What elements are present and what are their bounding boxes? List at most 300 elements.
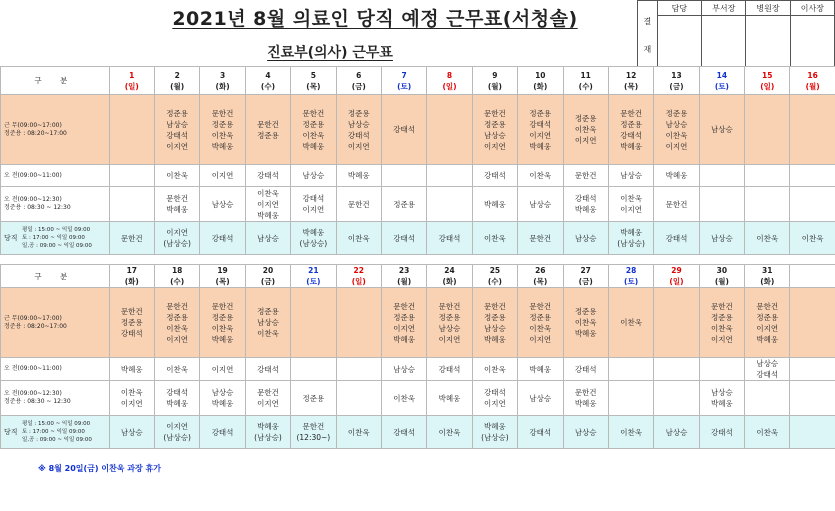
schedule-cell[interactable] [154,95,199,165]
day-header [608,265,653,288]
staff-name: 이찬욱 [211,323,234,333]
schedule-cell[interactable] [745,288,790,358]
page-subtitle: 진료부(의사) 근무표 [267,45,393,61]
staff-name: 이찬욱 [166,171,189,180]
staff-name: 강태석 [211,427,234,437]
schedule-cell[interactable] [381,187,426,222]
schedule-cell[interactable] [109,187,154,222]
day-header [154,67,199,95]
day-number: 26 [535,266,546,275]
schedule-cell[interactable] [745,358,790,381]
staff-name: 박혜웅 [665,171,688,180]
staff-name: 남상승 [211,199,234,209]
schedule-cell[interactable] [154,187,199,222]
staff-name: 이지연 [211,364,234,374]
schedule-cell[interactable] [654,288,699,358]
day-number: 7 [401,70,407,80]
staff-name: 이찬욱 [166,323,189,333]
schedule-cell[interactable] [336,416,381,449]
staff-name: 강태석 [120,329,143,338]
day-header [654,265,699,288]
schedule-cell[interactable] [245,381,290,416]
schedule-cell[interactable] [518,95,563,165]
schedule-cell[interactable] [336,187,381,222]
staff-name: 이찬욱 [347,233,370,243]
staff-name: 문한건 [166,194,189,203]
day-header [291,67,336,95]
staff-name: 강태석 [393,233,415,243]
schedule-cell[interactable] [472,416,517,449]
schedule-cell[interactable] [563,187,608,222]
schedule-cell[interactable] [427,381,472,416]
schedule-cell[interactable] [699,165,744,187]
schedule-cell[interactable] [608,187,653,222]
staff-name: 이지연 [120,399,143,408]
staff-name: 남상승 [257,233,279,243]
schedule-cell[interactable] [563,288,608,358]
staff-name: 문한건 [620,108,642,118]
schedule-cell[interactable] [109,288,154,358]
am-row [1,165,835,187]
schedule-cell[interactable] [472,288,517,358]
row-label [1,165,110,187]
staff-name: 이지연 [166,141,189,151]
day-weekday: (화) [215,81,230,91]
schedule-cell[interactable] [427,95,472,165]
staff-name: 강태석 [484,388,506,397]
day-weekday: (금) [578,277,593,286]
staff-name: 강태석 [438,233,461,243]
schedule-cell[interactable] [427,358,472,381]
staff-name: 박혜웅 [756,334,779,344]
day-header [790,67,835,95]
staff-name: 정준용 [665,108,688,118]
day-header [608,67,653,95]
day-weekday: (일) [442,81,457,91]
pm-row [1,381,835,416]
approval-sign-cell[interactable] [746,16,790,71]
day-header [427,265,472,288]
schedule-cell[interactable] [745,95,790,165]
schedule-cell[interactable] [336,288,381,358]
row-label [1,95,110,165]
staff-name: 남상승 [710,388,733,397]
staff-name: 정준용 [756,312,779,322]
day-number: 3 [219,70,226,80]
schedule-cell[interactable] [654,95,699,165]
staff-name: (12:30~) [296,433,331,442]
row-label-line: 토 : 17:00 ~ 익일 09:00 [22,235,85,241]
staff-name: 정준용 [120,318,143,327]
schedule-cell[interactable] [745,165,790,187]
schedule-cell[interactable] [518,187,563,222]
schedule-cell[interactable] [336,165,381,187]
schedule-cell[interactable] [154,416,199,449]
staff-name: 이찬욱 [393,393,415,403]
day-weekday: (화) [442,277,457,286]
schedule-cell[interactable] [699,416,744,449]
schedule-cell[interactable] [336,95,381,165]
schedule-cell[interactable] [745,416,790,449]
schedule-cell[interactable] [745,187,790,222]
schedule-cell[interactable] [699,222,744,255]
schedule-cell[interactable] [109,416,154,449]
schedule-cell[interactable] [381,222,426,255]
staff-name: 문한건 [438,301,461,311]
staff-name: 문한건 [574,388,597,397]
schedule-cell[interactable] [472,187,517,222]
staff-name: 박혜웅 [393,334,415,344]
row-label-line: 오 전(09:00~11:00) [4,365,62,372]
schedule-cell[interactable] [699,95,744,165]
staff-name: 정준용 [484,312,506,322]
staff-name: 정준용 [347,108,370,118]
day-weekday: (화) [760,277,775,286]
staff-name: 문한건 [347,199,370,209]
schedule-cell[interactable] [109,222,154,255]
schedule-cell[interactable] [608,358,653,381]
approval-sign-cell[interactable] [657,16,701,71]
staff-name: (남상승) [163,433,191,442]
staff-name: 문한건 [710,301,733,311]
schedule-cell[interactable] [608,381,653,416]
schedule-cell[interactable] [154,165,199,187]
staff-name: 문한건 [484,108,506,118]
schedule-cell[interactable] [699,358,744,381]
staff-name: 강태석 [166,388,189,397]
day-number: 1 [129,70,135,80]
day-weekday: (월) [805,81,820,91]
staff-name: 남상승 [529,393,552,403]
day-header [472,67,517,95]
schedule-cell[interactable] [654,165,699,187]
schedule-cell[interactable] [608,165,653,187]
day-number: 15 [762,70,773,80]
staff-name: 강태석 [665,233,688,243]
staff-name: 정준용 [166,108,189,118]
approval-sign-cell[interactable] [702,16,746,71]
staff-name: 이지연 [529,130,552,140]
staff-name: 정준용 [438,312,461,322]
schedule-cell[interactable] [200,381,245,416]
day-weekday: (일) [669,277,684,286]
schedule-cell[interactable] [245,95,290,165]
row-label [1,381,110,416]
staff-name: 이지연 [529,334,552,344]
schedule-cell[interactable] [381,358,426,381]
schedule-cell[interactable] [472,165,517,187]
schedule-cell[interactable] [381,288,426,358]
staff-name: 이찬욱 [620,194,642,203]
schedule-cell[interactable] [608,288,653,358]
staff-name: 박혜웅 [257,422,279,431]
staff-name: 문한건 [302,422,325,431]
schedule-cell[interactable] [200,222,245,255]
day-header [699,67,744,95]
day-header [699,265,744,288]
row-label-line: 정준용 : 08:20~17:00 [4,129,67,137]
schedule-cell[interactable] [563,95,608,165]
staff-name: 이찬욱 [665,130,688,140]
staff-name: 남상승 [665,119,688,129]
schedule-cell[interactable] [245,358,290,381]
schedule-cell[interactable] [200,95,245,165]
staff-name: 강태석 [257,364,279,374]
row-label-line: 정준용 : 08:30 ~ 12:30 [4,398,71,405]
schedule-cell[interactable] [291,95,336,165]
schedule-cell[interactable] [291,416,336,449]
staff-name: 남상승 [620,171,642,180]
schedule-cell[interactable] [291,222,336,255]
staff-name: 남상승 [211,388,234,397]
staff-name: 박혜웅 [302,228,325,237]
schedule-cell[interactable] [518,381,563,416]
staff-name: 박혜웅 [484,199,506,209]
schedule-cell[interactable] [427,187,472,222]
schedule-cell[interactable] [154,288,199,358]
schedule-cell[interactable] [381,416,426,449]
schedule-cell[interactable] [427,165,472,187]
schedule-cell[interactable] [654,222,699,255]
day-header [154,265,199,288]
schedule-cell[interactable] [381,381,426,416]
duty-row [1,222,835,255]
staff-name: 이지연 [756,323,779,333]
staff-name: 정준용 [529,108,552,118]
schedule-cell[interactable] [654,358,699,381]
schedule-cell[interactable] [336,381,381,416]
staff-name: 강태석 [166,130,189,140]
schedule-cell[interactable] [109,381,154,416]
day-weekday: (금) [669,81,684,91]
staff-name: 문한건 [529,301,552,311]
day-header [291,265,336,288]
day-weekday: (토) [714,81,729,91]
schedule-cell[interactable] [245,288,290,358]
schedule-cell[interactable] [790,95,835,165]
staff-name: 강태석 [211,233,234,243]
schedule-cell[interactable] [745,381,790,416]
day-header [200,265,245,288]
schedule-cell[interactable] [200,187,245,222]
staff-name: 이지연 [574,136,597,145]
day-weekday: (목) [533,277,548,286]
staff-name: 정준용 [574,307,597,316]
schedule-cell[interactable] [109,358,154,381]
row-label-line: 정준용 : 08:20~17:00 [4,322,67,330]
day-weekday: (수) [578,81,593,91]
staff-name: 이찬욱 [574,125,597,134]
gubun-label: 구 분 [1,265,110,288]
schedule-cell[interactable] [472,358,517,381]
schedule-cell[interactable] [518,165,563,187]
schedule-cell[interactable] [563,381,608,416]
schedule-cell[interactable] [518,288,563,358]
schedule-cell[interactable] [291,165,336,187]
staff-name: 이지연 [257,399,279,408]
day-header [518,67,563,95]
approval-header: 부서장 [702,1,746,16]
staff-name: 박혜웅 [166,205,189,214]
staff-name: 남상승 [393,364,415,374]
schedule-cell[interactable] [291,187,336,222]
schedule-cell[interactable] [245,222,290,255]
day-number: 28 [625,266,637,275]
staff-name: 남상승 [574,233,597,243]
schedule-cell[interactable] [472,222,517,255]
staff-name: 박혜웅 [620,228,642,237]
day-weekday: (목) [306,81,321,91]
staff-name: 남상승 [665,427,688,437]
day-header [472,265,517,288]
schedule-cell[interactable] [608,222,653,255]
day-header [336,67,381,95]
duty-label: 당직 [4,428,18,436]
schedule-cell[interactable] [336,222,381,255]
staff-name: 이찬욱 [529,171,552,180]
staff-name: 남상승 [484,323,506,333]
schedule-table-week2 [0,264,835,449]
staff-name: 이찬욱 [484,364,506,374]
schedule-cell[interactable] [699,288,744,358]
schedule-cell[interactable] [291,381,336,416]
schedule-cell[interactable] [291,288,336,358]
approval-header: 병원장 [746,1,790,16]
schedule-cell[interactable] [245,187,290,222]
schedule-cell[interactable] [472,381,517,416]
schedule-cell[interactable] [654,381,699,416]
schedule-cell[interactable] [154,222,199,255]
approval-label-2: 재 [643,44,652,54]
staff-name: 강태석 [574,364,597,374]
staff-name: 이찬욱 [257,188,279,198]
day-number: 2 [174,70,180,80]
schedule-cell[interactable] [790,165,835,187]
day-header [654,67,699,95]
staff-name: 강태석 [347,130,370,140]
schedule-cell[interactable] [699,381,744,416]
day-header [563,67,608,95]
schedule-cell[interactable] [200,416,245,449]
schedule-cell[interactable] [608,95,653,165]
schedule-cell[interactable] [381,165,426,187]
staff-name: 강태석 [393,427,415,437]
approval-label [638,1,658,71]
staff-name: 정준용 [211,312,234,322]
day-weekday: (금) [260,277,276,286]
staff-name: 이지연 [211,171,234,180]
day-header [109,265,154,288]
schedule-cell[interactable] [790,187,835,222]
day-weekday: (월) [170,81,185,91]
staff-name: 이찬욱 [166,364,189,374]
staff-name: 강태석 [710,427,733,437]
staff-name: 정준용 [484,119,506,129]
schedule-cell[interactable] [336,358,381,381]
schedule-cell[interactable] [200,288,245,358]
schedule-cell[interactable] [563,165,608,187]
schedule-cell[interactable] [518,416,563,449]
schedule-cell[interactable] [608,416,653,449]
schedule-cell[interactable] [154,381,199,416]
schedule-cell[interactable] [563,416,608,449]
schedule-cell[interactable] [790,222,835,255]
staff-name: 이찬욱 [438,427,461,437]
staff-name: 문한건 [302,108,325,118]
schedule-cell[interactable] [745,222,790,255]
schedule-cell[interactable] [245,416,290,449]
approval-label-1: 결 [643,16,652,26]
schedule-cell[interactable] [109,165,154,187]
schedule-cell[interactable] [381,95,426,165]
staff-name: 이찬욱 [211,130,234,140]
row-label [1,288,110,358]
schedule-cell[interactable] [154,358,199,381]
day-weekday: (수) [170,277,185,286]
schedule-cell[interactable] [200,165,245,187]
day-number: 30 [716,266,728,275]
day-weekday: (수) [260,81,276,91]
staff-name: 박혜웅 [166,399,189,408]
am-row [1,358,835,381]
schedule-cell[interactable] [654,187,699,222]
schedule-cell[interactable] [427,288,472,358]
schedule-cell[interactable] [427,222,472,255]
schedule-cell[interactable] [654,416,699,449]
row-label-line: 근 무(09:00~17:00) [4,121,62,129]
row-label-line: 평일 : 15:00 ~ 익일 09:00 [22,421,91,427]
row-label-line: 정준용 : 08:30 ~ 12:30 [4,204,71,211]
day-number: 6 [356,70,362,80]
staff-name: 남상승 [438,323,461,333]
staff-name: 강태석 [484,171,506,180]
schedule-cell[interactable] [518,222,563,255]
schedule-cell[interactable] [109,95,154,165]
staff-name: (남상승) [254,433,282,442]
staff-name: 박혜웅 [211,334,234,344]
day-number: 25 [489,266,501,275]
schedule-cell[interactable] [245,165,290,187]
schedule-cell[interactable] [563,222,608,255]
schedule-cell[interactable] [563,358,608,381]
schedule-cell[interactable] [200,358,245,381]
schedule-cell[interactable] [472,95,517,165]
staff-name: 문한건 [665,199,688,209]
staff-name: 문한건 [484,301,506,311]
empty-cell [790,416,835,449]
staff-name: 문한건 [166,301,189,311]
schedule-cell[interactable] [291,358,336,381]
staff-name: 강태석 [393,125,415,134]
staff-name: 이찬욱 [120,388,143,397]
staff-name: 강태석 [756,370,779,379]
staff-name: 문한건 [120,307,143,316]
day-weekday: (월) [397,277,412,286]
staff-name: 문한건 [574,171,597,180]
staff-name: 이찬욱 [302,130,325,140]
row-label-line: 토 : 17:00 ~ 익일 09:00 [22,429,85,435]
staff-name: 문한건 [257,119,279,129]
staff-name: 이찬욱 [484,233,506,243]
staff-name: 정준용 [257,307,279,316]
empty-cell [790,288,835,358]
staff-name: 이찬욱 [620,427,642,437]
day-number: 27 [580,266,591,275]
approval-sign-cell[interactable] [790,16,834,71]
schedule-cell[interactable] [518,358,563,381]
schedule-cell[interactable] [699,187,744,222]
schedule-cell[interactable] [427,416,472,449]
